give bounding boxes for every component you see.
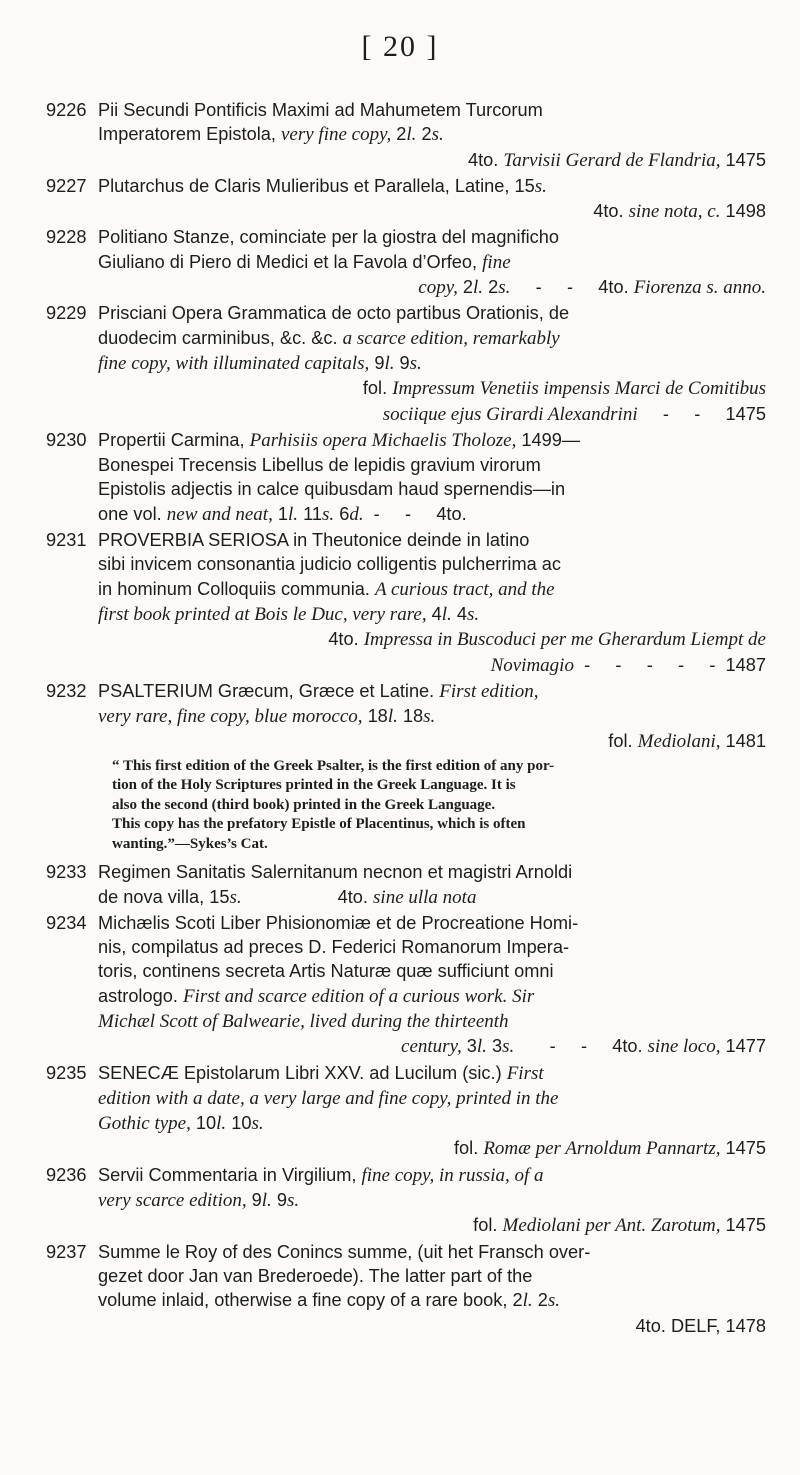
italic-text: Gothic type, [98,1113,191,1135]
italic-text: s. [431,124,444,146]
italic-text: d. [349,503,364,525]
entry-line [98,453,766,477]
catalog-entry [46,225,766,300]
italic-text: s. [251,1113,264,1135]
italic-text: copy, [418,277,458,299]
entry-line [98,351,766,376]
italic-text: century, [401,1036,462,1058]
entry-line [98,704,766,729]
entry-line [98,602,766,627]
roman-text: 2 [457,277,474,298]
catalog-entry [46,911,766,1060]
roman-text: - - - - - 1487 [573,654,766,675]
entry-line [98,1086,766,1111]
entry-line [98,376,766,401]
italic-text: s. [466,603,480,625]
italic-text: s. [409,352,422,374]
catalog-entry [46,301,766,426]
roman-text: SENECÆ Epistolarum Libri XXV. ad Lucilum (sic.) [98,1062,507,1083]
italic-text: Michæl Scott of Balwearie, lived during the thirteenth [98,1011,509,1032]
roman-text: Michælis Scoti Liber Phisionomiæ et de Procreatione Homi- [98,912,579,933]
roman-text: sibi invicem consonantia judicio colligentis pulcherrima ac [98,554,561,575]
catalog-entry [46,174,766,225]
italic-text: Fiorenza s. anno. [633,277,766,299]
roman-text: 4to. DELF, 1478 [635,1315,766,1336]
roman-text: 11 [298,503,322,524]
entry-number: 9230 [46,429,87,450]
roman-text: Politiano Stanze, cominciate per la giostra del magnificho [98,227,560,248]
catalog-entry [46,860,766,910]
italic-text: s. [502,1036,515,1058]
roman-text: 2 [391,124,407,145]
italic-text: l. [384,352,395,374]
italic-text: s. [423,706,436,728]
italic-text: fine copy, with illuminated capitals, [98,352,370,374]
catalog-entry [46,528,766,678]
italic-text: s. [534,175,547,197]
italic-text: edition with a date, a very large and fine copy, printed in the [98,1087,559,1109]
entry-number: 9233 [46,862,87,883]
italic-text: s. [498,277,511,299]
entry-line [98,984,766,1009]
italic-text: very scarce edition, [98,1190,247,1212]
roman-text: 4 [451,603,467,624]
italic-text: First edition, [439,680,539,702]
entry-line [98,911,766,935]
roman-text: 4 [426,603,442,624]
italic-text: a scarce edition, remarkably [342,327,560,349]
quote-line: also the second (third book) printed in the Greek Language. [112,796,496,813]
roman-text: Epistolis adjectis in calce quibusdam haud spernendis—in [98,479,566,500]
roman-text: - - 4to. [510,277,634,298]
catalog-entry [46,98,766,173]
entry-line [98,301,766,325]
entry-line [98,729,766,754]
roman-text: 1499— [516,429,581,450]
catalog-entry [46,428,766,527]
italic-text: new and neat, [166,503,273,525]
italic-text: First and scarce edition of a curious work. Sir [182,985,535,1007]
entry-line [98,1213,766,1238]
italic-text: Novimagio [490,654,574,676]
italic-text: Parhisiis opera Michaelis Tholoze, [249,429,517,451]
entry-number: 9234 [46,912,87,933]
roman-text: 2 [483,277,499,298]
roman-text: 4to. [467,149,504,170]
roman-text: Imperatorem Epistola, [98,124,281,145]
entry-line [98,935,766,959]
roman-text: Plutarchus de Claris Mulieribus et Parallela, Latine, 15 [98,175,535,196]
italic-text: Mediolani per Ant. Zarotum, [502,1215,721,1237]
catalog-entry [46,1163,766,1239]
entry-line [98,1136,766,1161]
catalog-entry [46,1061,766,1162]
italic-text: s. [229,886,242,908]
italic-text: fine copy, in russia, of a [361,1164,544,1186]
catalog-list [46,98,766,1339]
roman-text: 4to. [241,886,374,907]
roman-text: 3 [486,1036,503,1057]
roman-text: 3 [461,1036,477,1057]
roman-text: 4to. [593,201,629,222]
roman-text: 6 [334,503,350,524]
entry-line [98,122,766,147]
entry-line [98,225,766,249]
roman-text: 1475 [720,149,766,170]
entry-line [98,148,766,173]
entry-line [98,428,766,453]
roman-text: 2 [416,124,432,145]
italic-text: l. [387,706,398,728]
entry-line [98,1288,766,1313]
italic-text: l. [216,1113,227,1135]
entry-line [98,627,766,652]
roman-text: - - 1475 [637,403,766,424]
page-number: [ 20 ] [361,30,439,63]
entry-line [98,1034,766,1059]
entry-line [98,528,766,552]
roman-text: nis, compilatus ad preces D. Federici Romanorum Impera- [98,937,570,958]
quote-line: wanting.”—Sykes’s Cat. [112,835,268,852]
roman-text: duodecim carminibus, &c. &c. [98,327,343,348]
entry-number: 9235 [46,1062,87,1083]
roman-text: astrologo. [98,985,183,1006]
italic-text: sine nota, c. [628,201,721,223]
italic-text: sine ulla nota [373,886,477,908]
roman-text: toris, continens secreta Artis Naturæ quæ sufficiunt omni [98,961,554,982]
italic-text: A curious tract, and the [374,578,555,600]
entry-line [98,477,766,501]
italic-text: sine loco, [647,1036,721,1058]
entry-line [98,1163,766,1188]
entry-line [98,402,766,427]
entry-quote [98,757,766,855]
roman-text: Giuliano di Piero di Medici et la Favola d’Orfeo, [98,251,483,272]
entry-line [98,885,766,910]
roman-text: 9 [394,352,410,373]
roman-text: 1481 [720,731,766,752]
italic-text: fine [482,251,511,273]
italic-text: Impressa in Buscoduci per me Gherardum Liempt de [363,629,766,651]
italic-text: l. [473,277,484,299]
roman-text: 1475 [720,1215,766,1236]
italic-text: Impressum Venetiis impensis Marci de Comitibus [392,378,766,400]
roman-text: fol. [473,1215,503,1236]
roman-text: de nova villa, 15 [98,886,230,907]
entry-line [98,502,766,527]
roman-text: 18 [397,706,424,727]
roman-text: PSALTERIUM Græcum, Græce et Latine. [98,680,440,701]
roman-text: PROVERBIA SERIOSA in Theutonice deinde in latino [98,530,530,551]
roman-text: 18 [362,706,388,727]
entry-line [98,1240,766,1264]
entry-line [98,199,766,224]
entry-line [98,98,766,122]
roman-text: gezet door Jan van Brederoede). The latter part of the [98,1265,533,1286]
roman-text: Summe le Roy of des Conincs summe, (uit het Fransch over- [98,1241,591,1262]
quote-line: “ This first edition of the Greek Psalter, is the first edition of any por- [112,757,555,774]
entry-line [98,1061,766,1086]
roman-text: Regimen Sanitatis Salernitanum necnon et magistri Arnoldi [98,862,573,883]
roman-text: fol. [608,731,638,752]
entry-line [98,1009,766,1034]
entry-line [98,250,766,275]
italic-text: l. [522,1290,533,1312]
italic-text: very fine copy, [280,124,392,146]
entry-line [98,1314,766,1338]
entry-line [98,1111,766,1136]
roman-text: - - 4to. [514,1036,648,1057]
italic-text: Tarvisii Gerard de Flandria, [503,149,721,171]
roman-text: one vol. [98,503,167,524]
entry-line [98,174,766,199]
italic-text: first book printed at Bois le Duc, very rare, [98,603,427,625]
roman-text: fol. [362,378,393,399]
roman-text: Servii Commentaria in Virgilium, [98,1164,362,1185]
entry-line [98,860,766,884]
entry-line [98,679,766,704]
quote-line: This copy has the prefatory Epistle of Placentinus, which is often [112,816,526,833]
roman-text: 9 [369,352,385,373]
roman-text: 1475 [720,1138,766,1159]
roman-text: 10 [190,1113,217,1134]
roman-text: 1 [272,503,289,524]
roman-text: volume inlaid, otherwise a fine copy of a rare book, 2 [98,1290,523,1311]
entry-line [98,1188,766,1213]
catalog-entry [46,679,766,854]
entry-number: 9236 [46,1164,87,1185]
italic-text: l. [441,603,452,625]
italic-text: sociique ejus Girardi Alexandrini [382,403,638,425]
entry-line [98,653,766,678]
italic-text: s. [547,1290,560,1312]
entry-number: 9226 [46,100,87,120]
roman-text: 10 [226,1113,252,1134]
entry-number: 9229 [46,303,87,324]
entry-line [98,959,766,983]
roman-text: Pii Secundi Pontificis Maximi ad Mahumetem Turcorum [98,100,543,120]
roman-text: Prisciani Opera Grammatica de octo partibus Orationis, de [98,303,570,324]
roman-text: - - 4to. [363,503,467,524]
entry-number: 9227 [46,175,87,196]
entry-line [98,275,766,300]
entry-number: 9231 [46,530,87,551]
quote-line: tion of the Holy Scriptures printed in the Greek Language. It is [112,777,516,794]
roman-text: 9 [246,1190,262,1211]
italic-text: First [506,1062,544,1084]
roman-text: 4to. [328,629,364,650]
catalog-entry [46,1240,766,1338]
roman-text: 9 [271,1190,287,1211]
italic-text: l. [476,1036,487,1058]
entry-line [98,326,766,351]
italic-text: very rare, fine copy, blue morocco, [98,706,363,728]
roman-text: fol. [453,1138,484,1159]
roman-text: 1477 [720,1036,766,1057]
entry-number: 9232 [46,680,87,701]
italic-text: l. [406,124,417,146]
roman-text: 2 [532,1290,548,1311]
entry-line [98,552,766,576]
entry-number: 9237 [46,1241,87,1262]
italic-text: s. [286,1190,300,1212]
roman-text: in hominum Colloquiis communia. [98,578,375,599]
roman-text: 1498 [720,201,766,222]
entry-number: 9228 [46,227,87,248]
italic-text: l. [288,503,299,525]
italic-text: Romæ per Arnoldum Pannartz, [483,1138,721,1160]
italic-text: l. [261,1190,272,1212]
entry-line [98,577,766,602]
roman-text: Bonespei Trecensis Libellus de lepidis gravium virorum [98,455,541,476]
italic-text: s. [321,503,335,525]
entry-line [98,1264,766,1288]
italic-text: Mediolani, [637,731,721,753]
roman-text: Propertii Carmina, [98,429,250,450]
